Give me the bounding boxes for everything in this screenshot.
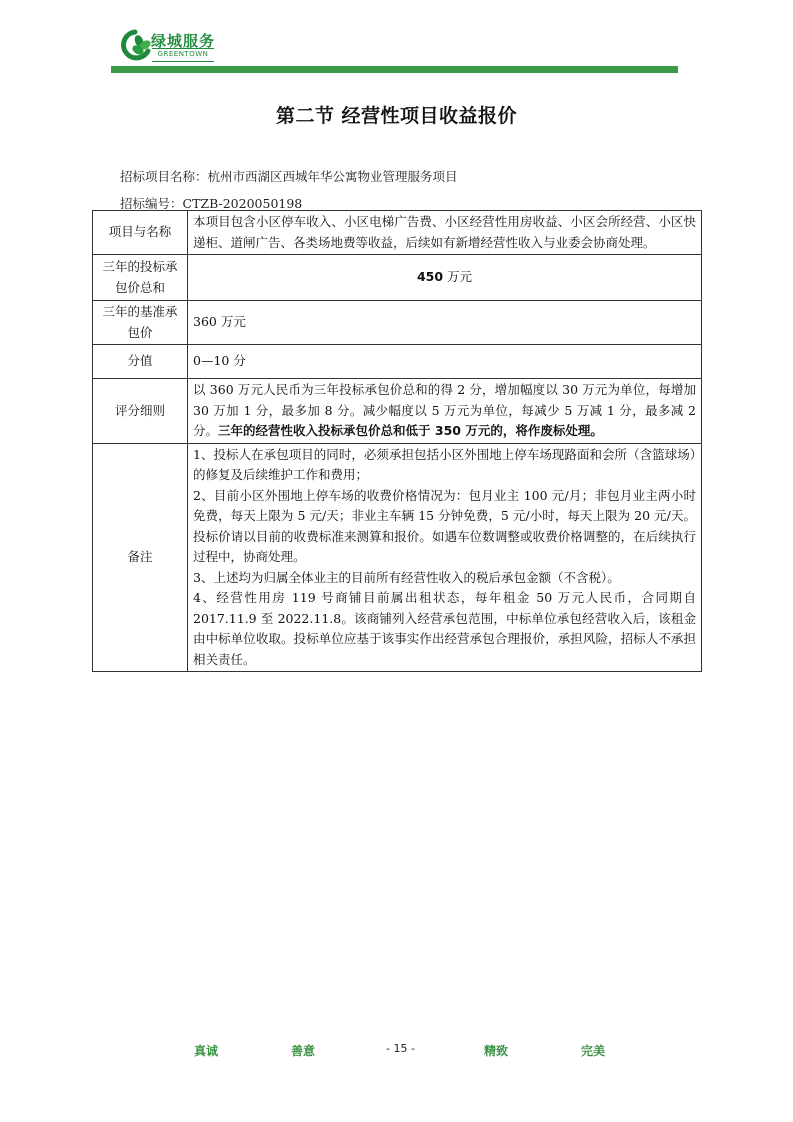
table-row (93, 301, 702, 345)
note-item: 1、投标人在承包项目的同时，必须承担包括小区外围地上停车场现路面和会所（含篮球场）的修复及后续维护工作和费用； (193, 446, 696, 482)
bid-table (92, 210, 702, 672)
note-item: 3、上述均为归属全体业主的目前所有经营性收入的税后承包金额（不含税）。 (193, 569, 620, 585)
footer-word: 真诚 (194, 1044, 219, 1058)
row-value (188, 443, 702, 672)
row-label: 备注 (93, 443, 188, 672)
footer-word: 精致 (484, 1044, 509, 1058)
table-row (93, 379, 702, 444)
row-label: 分值 (93, 345, 188, 379)
table-row (93, 211, 702, 255)
greentown-leaf-icon (118, 29, 152, 61)
project-code: 招标编号：CTZB-2020050198 (120, 196, 303, 211)
row-label: 评分细则 (93, 379, 188, 444)
section-title: 第二节 经营性项目收益报价 (275, 105, 518, 127)
row-value: 0—10 分 (188, 345, 702, 379)
table-row (93, 443, 702, 672)
note-item: 2、目前小区外围地上停车场的收费价格情况为：包月业主 100 元/月；非包月业主两小时免费，每天上限为 5 元/天；非业主车辆 15 分钟免费，5 元/小时，每天上限为 20 元/天。投标价请以目前的收费标准来测算和报价。如遇车位数调整或收费价格调整的，在后续执行过程中，协商处理。 (193, 487, 696, 564)
row-value: 360 万元 (188, 301, 702, 345)
row-value (188, 255, 702, 301)
footer-word: 完美 (581, 1044, 606, 1058)
row-value (188, 379, 702, 444)
row-value: 本项目包含小区停车收入、小区电梯广告费、小区经营性用房收益、小区会所经营、小区快递柜、道闸广告、各类场地费等收益，后续如有新增经营性收入与业委会协商处理。 (188, 211, 702, 255)
note-item: 4、经营性用房 119 号商铺目前属出租状态，每年租金 50 万元人民币，合同期自 2017.11.9 至 2022.11.8。该商铺列入经营承包范围，中标单位承包经营收入后，该租金由中标单位收取。投标单位应基于该事实作出经营承包合理报价，承担风险，招标人不承担相关责任。 (193, 590, 696, 667)
row-label: 三年的投标承包价总和 (93, 255, 188, 301)
page-number: - 15 - (386, 1042, 415, 1055)
logo-chinese-name: 绿城服务 (151, 32, 216, 50)
table-row (93, 255, 702, 301)
footer-word: 善意 (291, 1044, 316, 1058)
header-divider (111, 66, 678, 73)
page-footer (0, 1042, 793, 1060)
project-name: 招标项目名称：杭州市西湖区西城年华公寓物业管理服务项目 (120, 169, 458, 184)
bid-total-unit: 万元 (443, 269, 473, 285)
row-label: 项目与名称 (93, 211, 188, 255)
logo-english-name: GREENTOWN (152, 48, 214, 62)
row-label: 三年的基准承包价 (93, 301, 188, 345)
bid-total-value: 450 (416, 269, 444, 285)
table-row (93, 345, 702, 379)
scoring-rule-text: 以 360 万元人民币为三年投标承包价总和的得 2 分，增加幅度以 30 万元为单位，每增加 30 万加 1 分，最多加 8 分。减少幅度以 5 万元为单位，每减少 5 万减 1 分，最多减 2 分。 (193, 382, 696, 438)
scoring-rule-emphasis: 三年的经营性收入投标承包价总和低于 350 万元的，将作废标处理。 (218, 423, 603, 438)
greentown-logo (118, 27, 258, 63)
